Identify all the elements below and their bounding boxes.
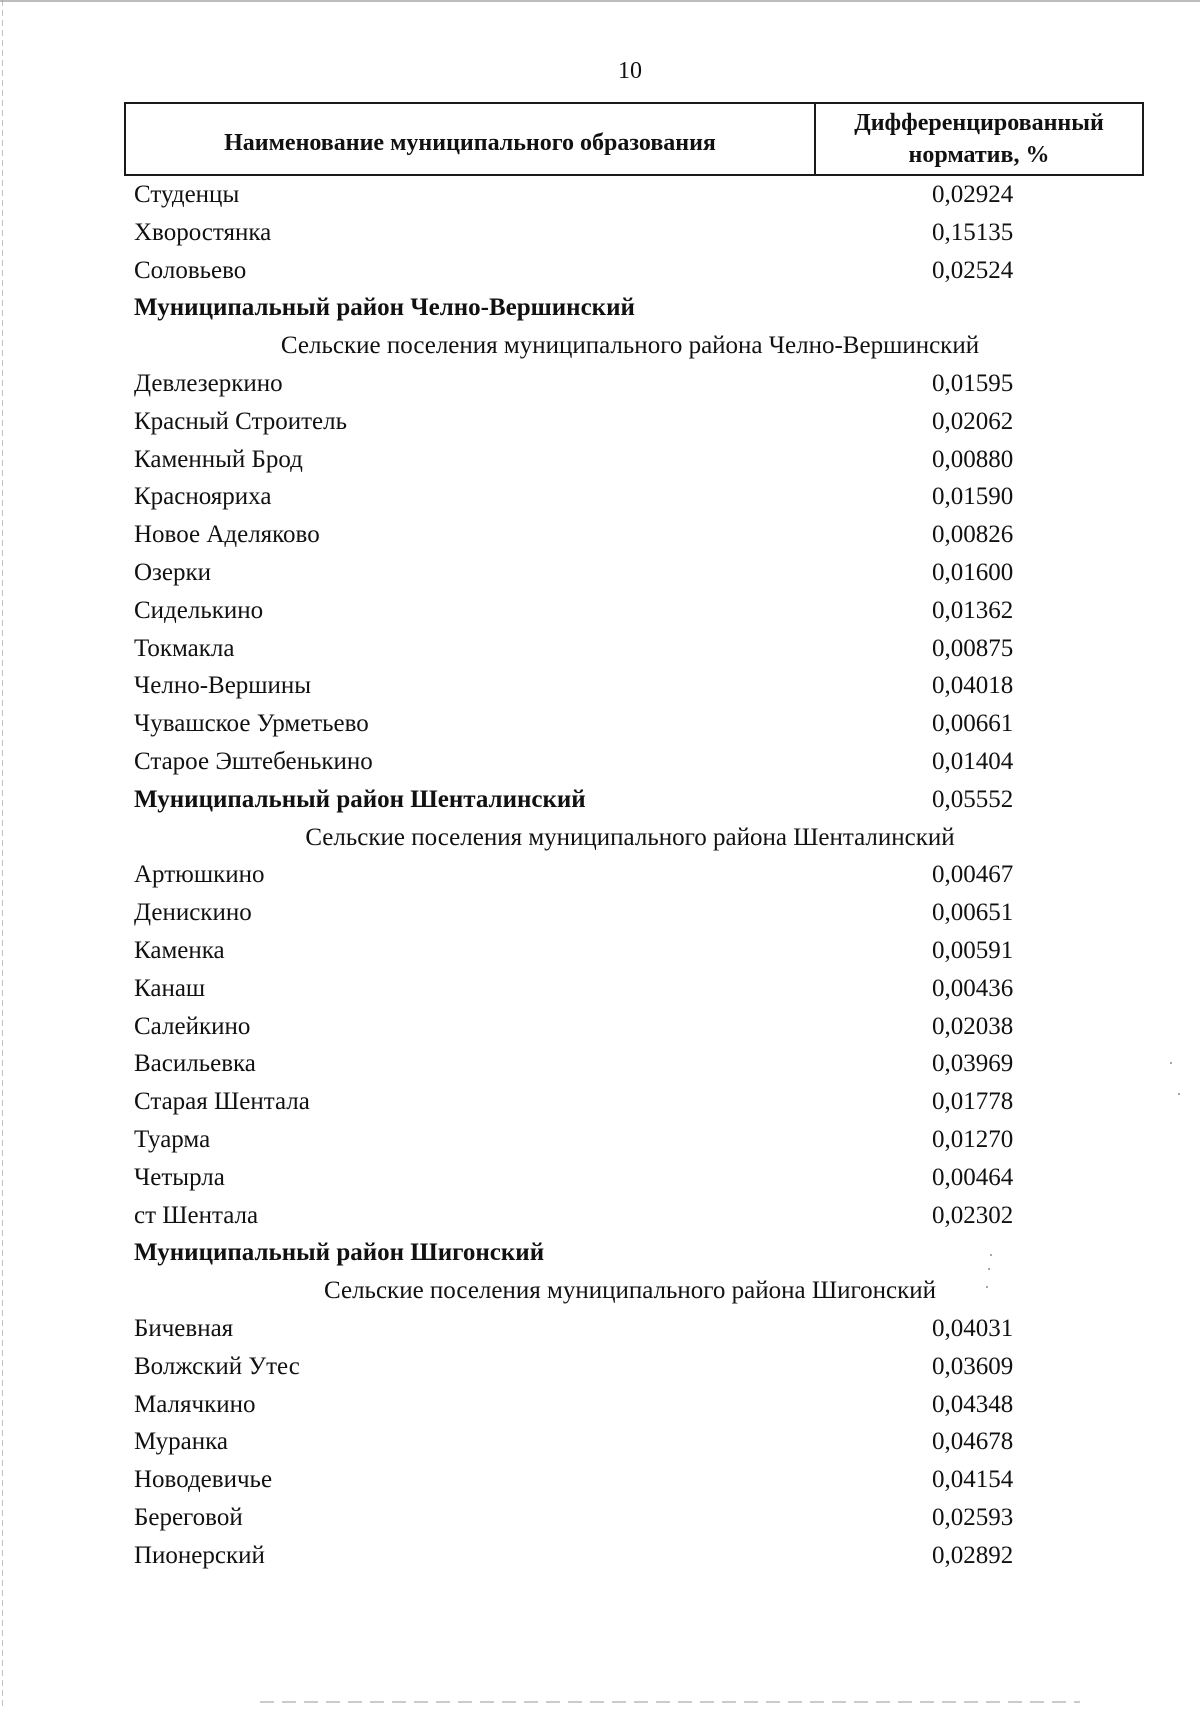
normative-value: 0,02892	[932, 1541, 1014, 1569]
settlement-name: Новое Аделяково	[134, 521, 320, 549]
normative-value: 0,15135	[932, 218, 1014, 246]
subheader-row	[0, 1273, 1200, 1311]
normative-value: 0,04018	[932, 672, 1014, 700]
normative-value: 0,00591	[932, 936, 1014, 964]
settlement-name: Красный Строитель	[134, 407, 348, 435]
settlement-name: Соловьево	[134, 256, 247, 284]
district-name: Муниципальный район Шигонский	[134, 1239, 545, 1267]
table-row	[0, 366, 1200, 404]
table-row	[0, 744, 1200, 782]
settlement-name: Сиделькино	[134, 596, 264, 624]
table-header	[124, 102, 1144, 176]
table-row	[0, 857, 1200, 895]
subheader-text: Сельские поселения муниципального района Шенталинский	[305, 823, 955, 851]
settlement-name: Челно-Вершины	[134, 672, 312, 700]
column-header-value-line1: Дифференцированный	[854, 110, 1104, 136]
table-row	[0, 215, 1200, 253]
normative-value: 0,01590	[932, 483, 1014, 511]
normative-value: 0,02302	[932, 1201, 1014, 1229]
scan-speck	[1178, 1093, 1180, 1095]
normative-value: 0,04348	[932, 1390, 1014, 1418]
table-row	[0, 1311, 1200, 1349]
normative-value: 0,00467	[932, 861, 1014, 889]
settlement-name: Новодевичье	[134, 1466, 273, 1494]
settlement-name: ст Шентала	[134, 1201, 259, 1229]
normative-value: 0,01600	[932, 558, 1014, 586]
settlement-name: Четырла	[134, 1163, 225, 1191]
table-row	[0, 404, 1200, 442]
subheader-row	[0, 820, 1200, 858]
page-number: 10	[618, 58, 642, 84]
normative-value: 0,02062	[932, 407, 1014, 435]
normative-value: 0,02038	[932, 1012, 1014, 1040]
table-row	[0, 933, 1200, 971]
table-body	[0, 177, 1200, 1575]
table-row	[0, 1122, 1200, 1160]
settlement-name: Старая Шентала	[134, 1088, 310, 1116]
column-header-value	[816, 104, 1142, 174]
scan-speck	[1170, 1062, 1172, 1064]
table-row	[0, 1349, 1200, 1387]
column-header-value-line2: норматив, %	[908, 142, 1050, 168]
district-name: Муниципальный район Челно-Вершинский	[134, 294, 635, 322]
settlement-name: Канаш	[134, 974, 206, 1002]
table-row	[0, 517, 1200, 555]
normative-value: 0,04154	[932, 1466, 1014, 1494]
subheader-row	[0, 328, 1200, 366]
settlement-name: Озерки	[134, 558, 212, 586]
table-row	[0, 442, 1200, 480]
column-header-name: Наименование муниципального образования	[126, 104, 816, 174]
scan-speck	[986, 1286, 988, 1288]
normative-value: 0,03609	[932, 1352, 1014, 1380]
scan-edge-top	[0, 0, 1200, 2]
settlement-name: Волжский Утес	[134, 1352, 300, 1380]
table-row	[0, 1198, 1200, 1236]
subheader-text: Сельские поселения муниципального района Челно-Вершинский	[280, 332, 980, 360]
settlement-name: Краснояриха	[134, 483, 272, 511]
normative-value: 0,01362	[932, 596, 1014, 624]
table-row	[0, 1462, 1200, 1500]
normative-value: 0,01270	[932, 1125, 1014, 1153]
settlement-name: Каменка	[134, 936, 225, 964]
settlement-name: Каменный Брод	[134, 445, 303, 473]
normative-value: 0,05552	[932, 785, 1014, 813]
normative-value: 0,04678	[932, 1428, 1014, 1456]
table-row	[0, 253, 1200, 291]
settlement-name: Салейкино	[134, 1012, 251, 1040]
normative-value: 0,00875	[932, 634, 1014, 662]
settlement-name: Старое Эштебенькино	[134, 747, 373, 775]
table-row	[0, 1084, 1200, 1122]
table-row	[0, 1046, 1200, 1084]
settlement-name: Малячкино	[134, 1390, 256, 1418]
normative-value: 0,01778	[932, 1088, 1014, 1116]
settlement-name: Туарма	[134, 1125, 211, 1153]
normative-value: 0,02524	[932, 256, 1014, 284]
table-row	[0, 1538, 1200, 1576]
table-row	[0, 1424, 1200, 1462]
settlement-name: Муранка	[134, 1428, 228, 1456]
table-row	[0, 706, 1200, 744]
table-row	[0, 1387, 1200, 1425]
normative-value: 0,01404	[932, 747, 1014, 775]
table-row	[0, 1160, 1200, 1198]
normative-value: 0,02593	[932, 1503, 1014, 1531]
district-row	[0, 290, 1200, 328]
district-name: Муниципальный район Шенталинский	[134, 785, 586, 813]
normative-value: 0,00661	[932, 710, 1014, 738]
table-row	[0, 631, 1200, 669]
settlement-name: Хворостянка	[134, 218, 272, 246]
normative-value: 0,00464	[932, 1163, 1014, 1191]
normative-value: 0,03969	[932, 1050, 1014, 1078]
normative-value: 0,00880	[932, 445, 1014, 473]
table-row	[0, 668, 1200, 706]
table-row	[0, 971, 1200, 1009]
settlement-name: Девлезеркино	[134, 369, 283, 397]
subheader-text: Сельские поселения муниципального района Шигонский	[324, 1277, 936, 1305]
table-row	[0, 177, 1200, 215]
settlement-name: Студенцы	[134, 181, 240, 208]
table-row	[0, 1009, 1200, 1047]
normative-value: 0,02924	[932, 181, 1014, 208]
normative-value: 0,00651	[932, 899, 1014, 927]
settlement-name: Артюшкино	[134, 861, 265, 889]
settlement-name: Бичевная	[134, 1314, 234, 1342]
scan-speck	[990, 1254, 992, 1256]
normative-value: 0,00826	[932, 521, 1014, 549]
table-row	[0, 555, 1200, 593]
table-row	[0, 1500, 1200, 1538]
settlement-name: Пионерский	[134, 1541, 265, 1569]
district-row	[0, 1235, 1200, 1273]
normative-value: 0,04031	[932, 1314, 1014, 1342]
normative-value: 0,01595	[932, 369, 1014, 397]
table-row	[0, 895, 1200, 933]
table-row	[0, 593, 1200, 631]
settlement-name: Береговой	[134, 1503, 243, 1531]
settlement-name: Денискино	[134, 899, 252, 927]
scan-edge-bottom	[260, 1701, 1080, 1703]
settlement-name: Васильевка	[134, 1050, 256, 1078]
scan-speck	[988, 1268, 990, 1270]
normative-value: 0,00436	[932, 974, 1014, 1002]
settlement-name: Токмакла	[134, 634, 235, 662]
table-row	[0, 479, 1200, 517]
settlement-name: Чувашское Урметьево	[134, 710, 369, 738]
district-row	[0, 782, 1200, 820]
